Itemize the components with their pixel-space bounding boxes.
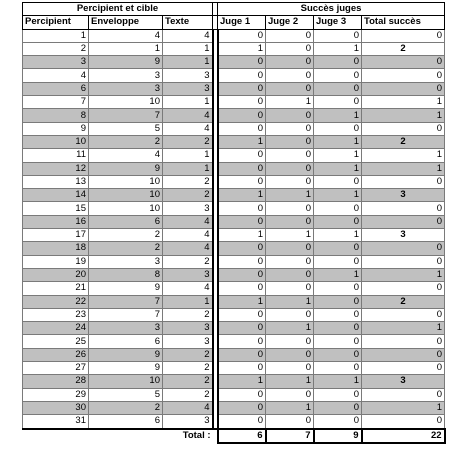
cell-juge2: 0 (266, 242, 314, 255)
cell-juge3: 0 (314, 348, 362, 361)
cell-texte: 4 (163, 29, 213, 42)
cell-juge1: 0 (218, 202, 266, 215)
cell-juge1: 0 (218, 282, 266, 295)
cell-juge3: 0 (314, 255, 362, 268)
cell-juge2: 0 (266, 29, 314, 42)
cell-percipient: 4 (23, 69, 89, 82)
table-row (23, 29, 445, 42)
cell-enveloppe: 9 (89, 162, 163, 175)
cell-juge3: 1 (314, 149, 362, 162)
cell-texte: 4 (163, 122, 213, 135)
cell-percipient: 2 (23, 42, 89, 55)
cell-total-succes: 3 (362, 189, 445, 202)
cell-juge2: 0 (266, 362, 314, 375)
cell-percipient: 3 (23, 56, 89, 69)
cell-juge2: 0 (266, 109, 314, 122)
cell-total-succes: 0 (362, 335, 445, 348)
cell-juge3: 0 (314, 202, 362, 215)
cell-juge1: 0 (218, 335, 266, 348)
cell-enveloppe: 10 (89, 375, 163, 388)
cell-total-succes: 1 (362, 268, 445, 281)
cell-texte: 1 (163, 149, 213, 162)
cell-juge2: 0 (266, 175, 314, 188)
cell-juge3: 0 (314, 175, 362, 188)
results-table-container (22, 2, 444, 444)
cell-texte: 2 (163, 255, 213, 268)
total-juge2: 7 (266, 429, 314, 443)
cell-total-succes: 0 (362, 308, 445, 321)
cell-texte: 2 (163, 388, 213, 401)
cell-juge2: 1 (266, 322, 314, 335)
cell-texte: 2 (163, 175, 213, 188)
cell-juge3: 0 (314, 69, 362, 82)
cell-percipient: 7 (23, 96, 89, 109)
cell-texte: 2 (163, 189, 213, 202)
cell-enveloppe: 7 (89, 109, 163, 122)
cell-juge3: 0 (314, 122, 362, 135)
cell-juge1: 0 (218, 308, 266, 321)
cell-enveloppe: 2 (89, 242, 163, 255)
cell-juge1: 0 (218, 109, 266, 122)
cell-juge1: 0 (218, 69, 266, 82)
cell-texte: 3 (163, 415, 213, 429)
table-row (23, 415, 445, 429)
cell-total-succes: 0 (362, 175, 445, 188)
group-header-row (23, 3, 445, 16)
cell-juge1: 0 (218, 415, 266, 429)
cell-juge2: 0 (266, 348, 314, 361)
cell-total-succes: 0 (362, 388, 445, 401)
group-header-succes-juges: Succès juges (218, 3, 445, 16)
cell-juge1: 0 (218, 149, 266, 162)
table-row (23, 308, 445, 321)
cell-enveloppe: 10 (89, 175, 163, 188)
cell-texte: 2 (163, 375, 213, 388)
table-row (23, 335, 445, 348)
table-row (23, 388, 445, 401)
cell-juge3: 0 (314, 308, 362, 321)
cell-percipient: 9 (23, 122, 89, 135)
cell-texte: 1 (163, 56, 213, 69)
cell-enveloppe: 10 (89, 96, 163, 109)
cell-percipient: 27 (23, 362, 89, 375)
table-row (23, 401, 445, 414)
table-row (23, 348, 445, 361)
table-row (23, 255, 445, 268)
cell-enveloppe: 2 (89, 401, 163, 414)
cell-juge2: 0 (266, 255, 314, 268)
cell-percipient: 18 (23, 242, 89, 255)
cell-enveloppe: 9 (89, 348, 163, 361)
cell-juge2: 0 (266, 42, 314, 55)
cell-juge3: 1 (314, 109, 362, 122)
cell-juge3: 0 (314, 242, 362, 255)
cell-juge1: 0 (218, 362, 266, 375)
cell-enveloppe: 8 (89, 268, 163, 281)
cell-texte: 2 (163, 362, 213, 375)
cell-percipient: 12 (23, 162, 89, 175)
cell-enveloppe: 3 (89, 69, 163, 82)
cell-enveloppe: 6 (89, 415, 163, 429)
cell-texte: 4 (163, 229, 213, 242)
cell-juge2: 1 (266, 401, 314, 414)
cell-texte: 4 (163, 242, 213, 255)
cell-juge2: 1 (266, 375, 314, 388)
cell-juge1: 0 (218, 82, 266, 95)
table-row (23, 175, 445, 188)
total-juge3: 9 (314, 429, 362, 443)
table-row (23, 149, 445, 162)
table-row (23, 322, 445, 335)
cell-texte: 3 (163, 335, 213, 348)
cell-juge2: 1 (266, 295, 314, 308)
cell-enveloppe: 7 (89, 295, 163, 308)
cell-juge3: 1 (314, 375, 362, 388)
cell-enveloppe: 9 (89, 362, 163, 375)
col-header-total-succes: Total succès (362, 16, 445, 29)
cell-total-succes: 0 (362, 69, 445, 82)
cell-juge2: 0 (266, 415, 314, 429)
cell-total-succes: 0 (362, 82, 445, 95)
cell-total-succes: 3 (362, 375, 445, 388)
cell-percipient: 16 (23, 215, 89, 228)
table-row (23, 56, 445, 69)
cell-total-succes: 3 (362, 229, 445, 242)
cell-juge1: 1 (218, 375, 266, 388)
cell-enveloppe: 2 (89, 135, 163, 148)
total-juge1: 6 (218, 429, 266, 443)
cell-juge3: 0 (314, 362, 362, 375)
cell-juge2: 1 (266, 229, 314, 242)
cell-juge2: 0 (266, 215, 314, 228)
cell-texte: 2 (163, 348, 213, 361)
cell-enveloppe: 1 (89, 42, 163, 55)
table-row (23, 268, 445, 281)
col-header-percipient: Percipient (23, 16, 89, 29)
cell-texte: 3 (163, 268, 213, 281)
cell-total-succes: 1 (362, 109, 445, 122)
cell-total-succes: 2 (362, 295, 445, 308)
cell-juge1: 0 (218, 122, 266, 135)
cell-percipient: 13 (23, 175, 89, 188)
table-row (23, 375, 445, 388)
cell-juge3: 0 (314, 415, 362, 429)
table-row (23, 215, 445, 228)
cell-percipient: 21 (23, 282, 89, 295)
total-succes: 22 (362, 429, 445, 443)
cell-juge3: 1 (314, 189, 362, 202)
cell-juge3: 0 (314, 295, 362, 308)
cell-juge1: 1 (218, 229, 266, 242)
cell-juge3: 0 (314, 282, 362, 295)
col-header-juge2: Juge 2 (266, 16, 314, 29)
cell-juge2: 0 (266, 56, 314, 69)
cell-percipient: 6 (23, 82, 89, 95)
cell-texte: 3 (163, 69, 213, 82)
cell-juge3: 1 (314, 268, 362, 281)
cell-juge2: 0 (266, 268, 314, 281)
table-row (23, 82, 445, 95)
cell-enveloppe: 9 (89, 56, 163, 69)
cell-texte: 4 (163, 282, 213, 295)
cell-enveloppe: 3 (89, 255, 163, 268)
cell-texte: 2 (163, 308, 213, 321)
cell-percipient: 25 (23, 335, 89, 348)
table-row (23, 135, 445, 148)
cell-total-succes: 0 (362, 56, 445, 69)
cell-juge1: 0 (218, 348, 266, 361)
cell-enveloppe: 4 (89, 149, 163, 162)
cell-juge3: 0 (314, 96, 362, 109)
cell-percipient: 31 (23, 415, 89, 429)
table-row (23, 295, 445, 308)
cell-texte: 4 (163, 401, 213, 414)
table-row (23, 242, 445, 255)
cell-juge1: 0 (218, 162, 266, 175)
cell-juge1: 0 (218, 56, 266, 69)
cell-juge1: 0 (218, 242, 266, 255)
cell-enveloppe: 6 (89, 215, 163, 228)
cell-total-succes: 0 (362, 29, 445, 42)
total-row (23, 429, 445, 443)
cell-texte: 2 (163, 135, 213, 148)
cell-enveloppe: 10 (89, 202, 163, 215)
cell-juge3: 0 (314, 322, 362, 335)
cell-total-succes: 0 (362, 122, 445, 135)
cell-texte: 4 (163, 215, 213, 228)
cell-enveloppe: 2 (89, 229, 163, 242)
cell-total-succes: 1 (362, 322, 445, 335)
cell-percipient: 8 (23, 109, 89, 122)
cell-enveloppe: 5 (89, 122, 163, 135)
cell-juge2: 0 (266, 135, 314, 148)
cell-juge2: 0 (266, 202, 314, 215)
cell-total-succes: 0 (362, 255, 445, 268)
cell-juge2: 0 (266, 82, 314, 95)
cell-juge1: 1 (218, 295, 266, 308)
cell-juge2: 0 (266, 122, 314, 135)
cell-percipient: 29 (23, 388, 89, 401)
cell-enveloppe: 9 (89, 282, 163, 295)
table-row (23, 282, 445, 295)
cell-juge2: 0 (266, 69, 314, 82)
cell-juge3: 0 (314, 56, 362, 69)
cell-total-succes: 0 (362, 415, 445, 429)
cell-percipient: 26 (23, 348, 89, 361)
col-header-texte: Texte (163, 16, 213, 29)
blank-cell (23, 429, 89, 443)
cell-texte: 1 (163, 162, 213, 175)
cell-juge1: 0 (218, 401, 266, 414)
cell-texte: 4 (163, 109, 213, 122)
cell-total-succes: 1 (362, 96, 445, 109)
cell-texte: 1 (163, 295, 213, 308)
cell-total-succes: 0 (362, 282, 445, 295)
cell-juge1: 0 (218, 388, 266, 401)
table-row (23, 362, 445, 375)
cell-juge3: 0 (314, 82, 362, 95)
cell-juge1: 1 (218, 42, 266, 55)
cell-texte: 3 (163, 202, 213, 215)
cell-percipient: 20 (23, 268, 89, 281)
cell-juge1: 0 (218, 322, 266, 335)
cell-juge3: 0 (314, 335, 362, 348)
cell-juge1: 1 (218, 189, 266, 202)
table-row (23, 96, 445, 109)
cell-juge2: 0 (266, 308, 314, 321)
cell-enveloppe: 3 (89, 322, 163, 335)
cell-total-succes: 1 (362, 162, 445, 175)
blank-cell (89, 429, 163, 443)
cell-enveloppe: 10 (89, 189, 163, 202)
cell-juge2: 0 (266, 335, 314, 348)
cell-juge3: 1 (314, 135, 362, 148)
results-table (22, 2, 446, 444)
cell-total-succes: 0 (362, 348, 445, 361)
cell-juge2: 0 (266, 149, 314, 162)
cell-juge3: 1 (314, 42, 362, 55)
cell-juge3: 1 (314, 162, 362, 175)
cell-juge1: 0 (218, 175, 266, 188)
table-row (23, 162, 445, 175)
cell-juge2: 1 (266, 96, 314, 109)
cell-total-succes: 0 (362, 215, 445, 228)
group-header-percipient-cible: Percipient et cible (23, 3, 213, 16)
table-row (23, 189, 445, 202)
cell-texte: 3 (163, 82, 213, 95)
cell-juge1: 0 (218, 255, 266, 268)
table-row (23, 109, 445, 122)
cell-enveloppe: 5 (89, 388, 163, 401)
table-row (23, 69, 445, 82)
total-label: Total : (163, 429, 213, 443)
cell-percipient: 23 (23, 308, 89, 321)
cell-total-succes: 0 (362, 202, 445, 215)
col-header-juge1: Juge 1 (218, 16, 266, 29)
table-row (23, 122, 445, 135)
cell-juge3: 0 (314, 401, 362, 414)
table-row (23, 42, 445, 55)
cell-total-succes: 1 (362, 401, 445, 414)
table-row (23, 202, 445, 215)
cell-juge1: 0 (218, 268, 266, 281)
cell-percipient: 24 (23, 322, 89, 335)
cell-percipient: 10 (23, 135, 89, 148)
cell-total-succes: 0 (362, 242, 445, 255)
cell-juge3: 0 (314, 29, 362, 42)
cell-juge3: 0 (314, 215, 362, 228)
cell-percipient: 15 (23, 202, 89, 215)
cell-juge3: 0 (314, 388, 362, 401)
table-row (23, 229, 445, 242)
cell-total-succes: 1 (362, 149, 445, 162)
cell-enveloppe: 6 (89, 335, 163, 348)
cell-enveloppe: 4 (89, 29, 163, 42)
cell-percipient: 19 (23, 255, 89, 268)
cell-total-succes: 2 (362, 135, 445, 148)
col-header-juge3: Juge 3 (314, 16, 362, 29)
cell-percipient: 28 (23, 375, 89, 388)
cell-texte: 3 (163, 322, 213, 335)
cell-percipient: 30 (23, 401, 89, 414)
cell-enveloppe: 3 (89, 82, 163, 95)
cell-percipient: 1 (23, 29, 89, 42)
cell-percipient: 22 (23, 295, 89, 308)
cell-percipient: 11 (23, 149, 89, 162)
column-header-row (23, 16, 445, 29)
cell-juge1: 1 (218, 135, 266, 148)
cell-juge1: 0 (218, 215, 266, 228)
cell-juge2: 0 (266, 282, 314, 295)
cell-juge2: 1 (266, 189, 314, 202)
col-header-enveloppe: Enveloppe (89, 16, 163, 29)
cell-percipient: 14 (23, 189, 89, 202)
cell-juge1: 0 (218, 96, 266, 109)
cell-texte: 1 (163, 96, 213, 109)
cell-texte: 1 (163, 42, 213, 55)
cell-juge1: 0 (218, 29, 266, 42)
cell-juge3: 1 (314, 229, 362, 242)
cell-enveloppe: 7 (89, 308, 163, 321)
cell-juge2: 0 (266, 388, 314, 401)
cell-total-succes: 0 (362, 362, 445, 375)
cell-juge2: 0 (266, 162, 314, 175)
cell-percipient: 17 (23, 229, 89, 242)
cell-total-succes: 2 (362, 42, 445, 55)
